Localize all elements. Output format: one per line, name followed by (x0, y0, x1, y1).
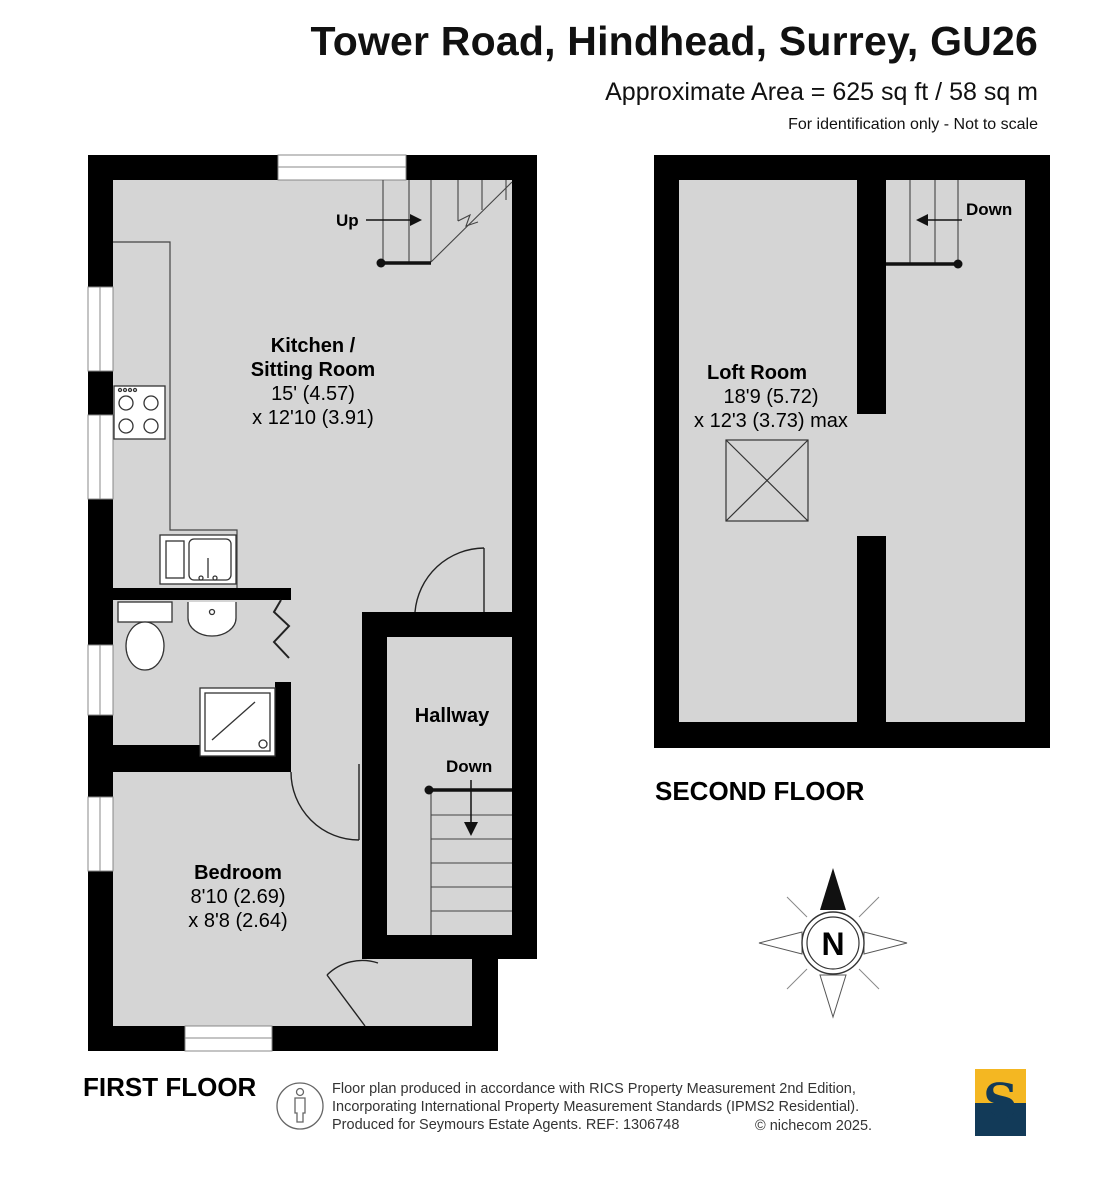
footer-line-1: Floor plan produced in accordance with RICS Property Measurement 2nd Edition, (332, 1081, 856, 1097)
loft-room-name: Loft Room (707, 362, 807, 384)
person-scale-icon (277, 1083, 323, 1129)
footer-line-3: Produced for Seymours Estate Agents. REF: 1306748 (332, 1117, 680, 1133)
seymours-logo (975, 1069, 1026, 1136)
hob-icon (114, 386, 165, 439)
kitchen-sink-icon (160, 535, 236, 584)
stair-post-up (377, 259, 386, 268)
loft-room-dimension-2: x 12'3 (3.73) max (694, 410, 848, 432)
property-title: Tower Road, Hindhead, Surrey, GU26 (310, 18, 1038, 64)
hallway-top-wall-right (484, 612, 512, 637)
hallway-bottom-wall (362, 935, 537, 959)
bedroom-name: Bedroom (194, 862, 282, 884)
second-floor-label: SECOND FLOOR (655, 776, 865, 806)
hallway-name: Hallway (414, 705, 490, 727)
loft-stairs-down-label: Down (966, 200, 1013, 219)
kitchen-name: Kitchen / (270, 335, 356, 357)
loft-stair-post (954, 260, 963, 269)
kitchen-name-line2: Sitting Room (250, 359, 376, 381)
bathroom-right-wall (275, 682, 291, 757)
copyright: © nichecom 2025. (755, 1118, 873, 1134)
footer-line-2: Incorporating International Property Measurement Standards (IPMS2 Residential). (332, 1099, 860, 1115)
identification-note: For identification only - Not to scale (788, 116, 1038, 133)
bedroom-dimension-2: x 8'8 (2.64) (188, 910, 288, 932)
stairs-up-label: Up (336, 211, 359, 230)
first-floor-label: FIRST FLOOR (83, 1072, 257, 1102)
hallway-floor (387, 637, 512, 935)
stair-post-down (425, 786, 434, 795)
hallway-stairs-down-label: Down (446, 757, 493, 776)
first-floor-plan (83, 155, 537, 1102)
hallway-top-wall-left (362, 612, 415, 637)
hallway-left-wall (362, 612, 387, 957)
compass-icon (759, 868, 907, 1017)
shower-icon (200, 688, 275, 756)
loft-room-dimension-1: 18'9 (5.72) (723, 386, 819, 408)
basin-icon (188, 602, 236, 636)
approximate-area: Approximate Area = 625 sq ft / 58 sq m (605, 78, 1038, 106)
kitchen-dimension-2: x 12'10 (3.91) (252, 407, 374, 429)
bedroom-dimension-1: 8'10 (2.69) (190, 886, 286, 908)
bathroom-bottom-wall (113, 757, 291, 772)
loft-room-floor (679, 180, 1025, 722)
second-floor-plan (654, 155, 1050, 806)
logo-letter: S (983, 1074, 1018, 1130)
bathroom-top-wall (113, 588, 291, 600)
kitchen-dimension-1: 15' (4.57) (271, 383, 355, 405)
compass-north-letter: N (821, 926, 845, 962)
